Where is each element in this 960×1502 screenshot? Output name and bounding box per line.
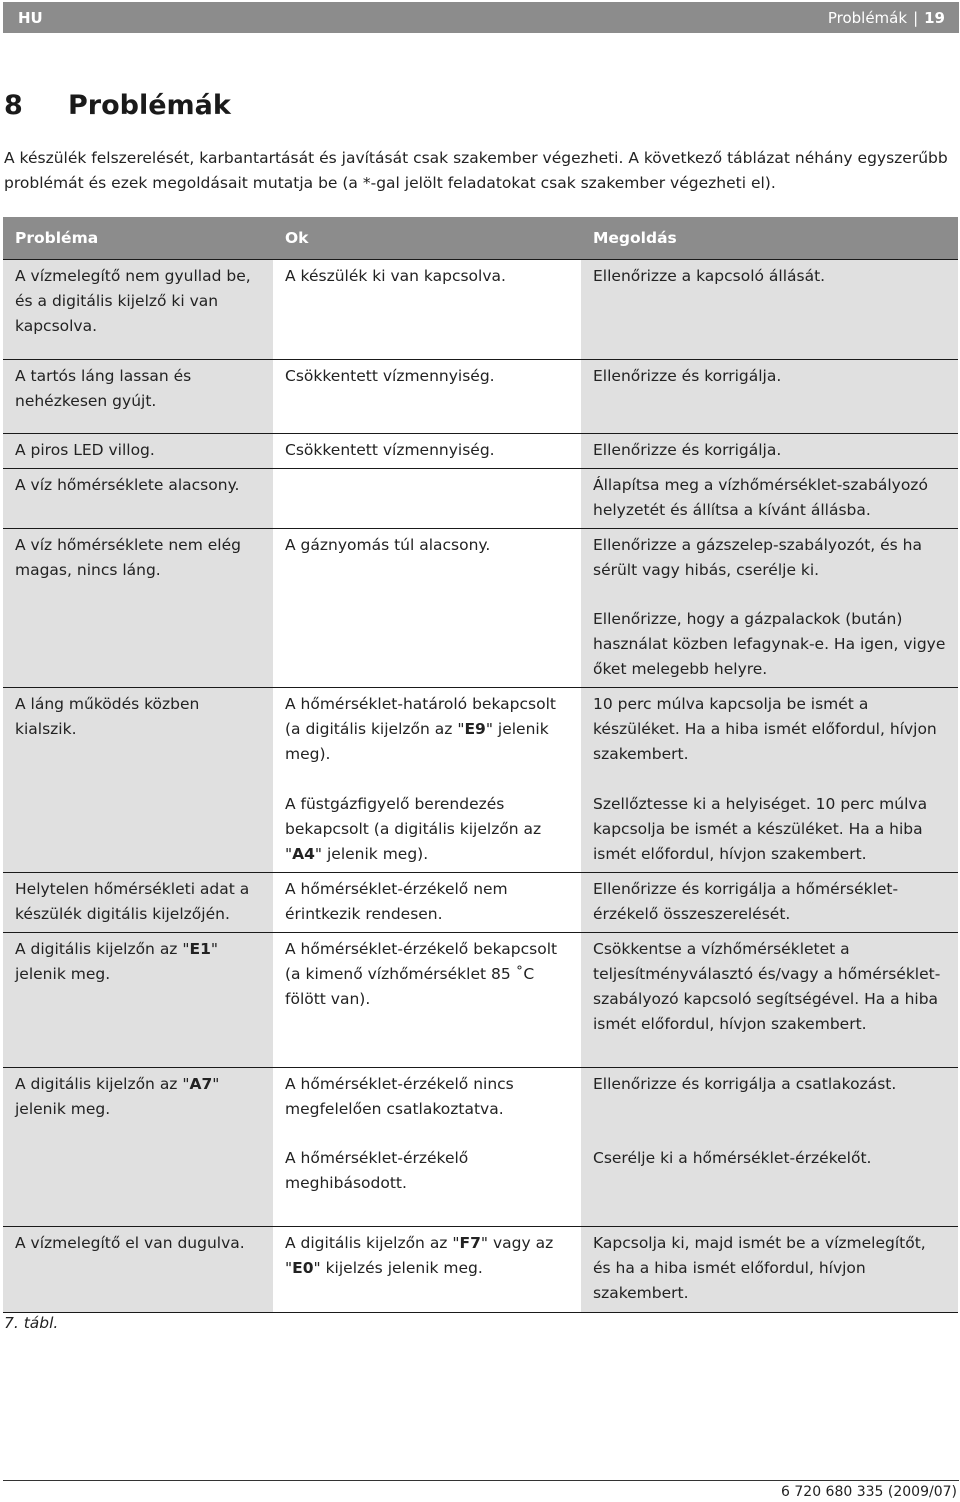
table-caption: 7. tábl. (4, 1314, 59, 1332)
cause-cell: A gáznyomás túl alacsony. (273, 529, 581, 603)
table-row (3, 933, 958, 1068)
section-title: Problémák (827, 9, 908, 27)
cause-cell: A hőmérséklet-érzékelő nem érintkezik rendesen. (273, 873, 581, 933)
header-problem: Probléma (3, 217, 273, 260)
table-row (3, 788, 958, 873)
header-separator: | (913, 9, 919, 27)
solution-cell: Csökkentse a vízhőmérsékletet a teljesítményválasztó és/vagy a hőmérséklet-szabályozó kapcsoló segítségével. Ha a hiba ismét előfordul, hívjon szakembert. (581, 933, 958, 1068)
error-code: F7 (459, 1234, 481, 1252)
table-row (3, 529, 958, 603)
problem-cell: A vízmelegítő nem gyullad be, és a digitális kijelző ki van kapcsolva. (3, 260, 273, 360)
chapter-heading (4, 90, 231, 121)
solution-cell: Ellenőrizze a gázszelep-szabályozót, és ha sérült vagy hibás, cserélje ki. (581, 529, 958, 603)
error-code: E9 (464, 720, 486, 738)
header-section (828, 9, 945, 27)
cause-cell: A készülék ki van kapcsolva. (273, 260, 581, 360)
solution-cell: Állapítsa meg a vízhőmérséklet-szabályozó helyzetét és állítsa a kívánt állásba. (581, 469, 958, 529)
cause-cell (273, 469, 581, 529)
problem-cell: Helytelen hőmérsékleti adat a készülék digitális kijelzőjén. (3, 873, 273, 933)
chapter-number: 8 (4, 90, 23, 121)
solution-cell: 10 perc múlva kapcsolja be ismét a készüléket. Ha a hiba ismét előfordul, hívjon szakembert. (581, 688, 958, 788)
solution-cell: Ellenőrizze és korrigálja a csatlakozást. (581, 1068, 958, 1142)
table-header-row (3, 217, 958, 260)
table-row (3, 360, 958, 434)
cause-cell: Csökkentett vízmennyiség. (273, 360, 581, 434)
solution-cell: Ellenőrizze és korrigálja a hőmérséklet-érzékelő összeszerelését. (581, 873, 958, 933)
cause-cell (273, 603, 581, 688)
solution-cell: Ellenőrizze, hogy a gázpalackok (bután) használat közben lefagynak-e. Ha igen, vigye őket melegebb helyre. (581, 603, 958, 688)
page-number: 19 (924, 9, 945, 27)
table-row (3, 434, 958, 469)
table-row (3, 260, 958, 360)
page-header (3, 2, 959, 33)
problem-cell: A piros LED villog. (3, 434, 273, 469)
problem-cell: A tartós láng lassan és nehézkesen gyújt. (3, 360, 273, 434)
table-row (3, 873, 958, 933)
solution-cell: Cserélje ki a hőmérséklet-érzékelőt. (581, 1142, 958, 1227)
document-code: 6 720 680 335 (2009/07) (781, 1484, 957, 1500)
problem-cell (3, 1142, 273, 1227)
problem-cell: A víz hőmérséklete alacsony. (3, 469, 273, 529)
table-row (3, 688, 958, 788)
problem-cell: A digitális kijelzőn az "E1" jelenik meg. (3, 933, 273, 1068)
cause-cell: A digitális kijelzőn az "F7" vagy az "E0" kijelzés jelenik meg. (273, 1227, 581, 1313)
cause-cell: A hőmérséklet-érzékelő bekapcsolt (a kimenő vízhőmérséklet 85 ˚C fölött van). (273, 933, 581, 1068)
table-row (3, 469, 958, 529)
solution-cell: Ellenőrizze és korrigálja. (581, 360, 958, 434)
footer-divider (3, 1480, 959, 1481)
problem-cell: A vízmelegítő el van dugulva. (3, 1227, 273, 1313)
intro-paragraph: A készülék felszerelését, karbantartását és javítását csak szakember végezheti. A következő táblázat néhány egyszerűbb problémát és ezek megoldásait mutatja be (a *-gal jelölt feladatokat csak szakember végezheti el). (4, 149, 948, 192)
language-label: HU (18, 9, 43, 27)
table-row (3, 1142, 958, 1227)
chapter-title: Problémák (68, 90, 231, 121)
problems-table (3, 217, 958, 1313)
cause-cell: A hőmérséklet-érzékelő nincs megfelelően csatlakoztatva. (273, 1068, 581, 1142)
cause-cell: Csökkentett vízmennyiség. (273, 434, 581, 469)
table-row (3, 603, 958, 688)
cause-cell: A füstgázfigyelő berendezés bekapcsolt (a digitális kijelzőn az "A4" jelenik meg). (273, 788, 581, 873)
table-row (3, 1227, 958, 1313)
table-row (3, 1068, 958, 1142)
problem-cell (3, 788, 273, 873)
problem-cell (3, 603, 273, 688)
solution-cell: Ellenőrizze a kapcsoló állását. (581, 260, 958, 360)
solution-cell: Kapcsolja ki, majd ismét be a vízmelegítőt, és ha a hiba ismét előfordul, hívjon szakembert. (581, 1227, 958, 1313)
problem-cell: A víz hőmérséklete nem elég magas, nincs láng. (3, 529, 273, 603)
cause-cell: A hőmérséklet-érzékelő meghibásodott. (273, 1142, 581, 1227)
error-code: E1 (189, 940, 211, 958)
header-solution: Megoldás (581, 217, 958, 260)
table-body (3, 260, 958, 1313)
problem-cell: A láng működés közben kialszik. (3, 688, 273, 788)
error-code: A7 (189, 1075, 213, 1093)
header-cause: Ok (273, 217, 581, 260)
solution-cell: Ellenőrizze és korrigálja. (581, 434, 958, 469)
error-code: A4 (292, 844, 315, 863)
cause-cell: A hőmérséklet-határoló bekapcsolt (a digitális kijelzőn az "E9" jelenik meg). (273, 688, 581, 788)
problem-cell: A digitális kijelzőn az "A7" jelenik meg. (3, 1068, 273, 1142)
solution-cell: Szellőztesse ki a helyiséget. 10 perc múlva kapcsolja be ismét a készüléket. Ha a hiba ismét előfordul, hívjon szakembert. (581, 788, 958, 873)
error-code: E0 (292, 1259, 314, 1277)
